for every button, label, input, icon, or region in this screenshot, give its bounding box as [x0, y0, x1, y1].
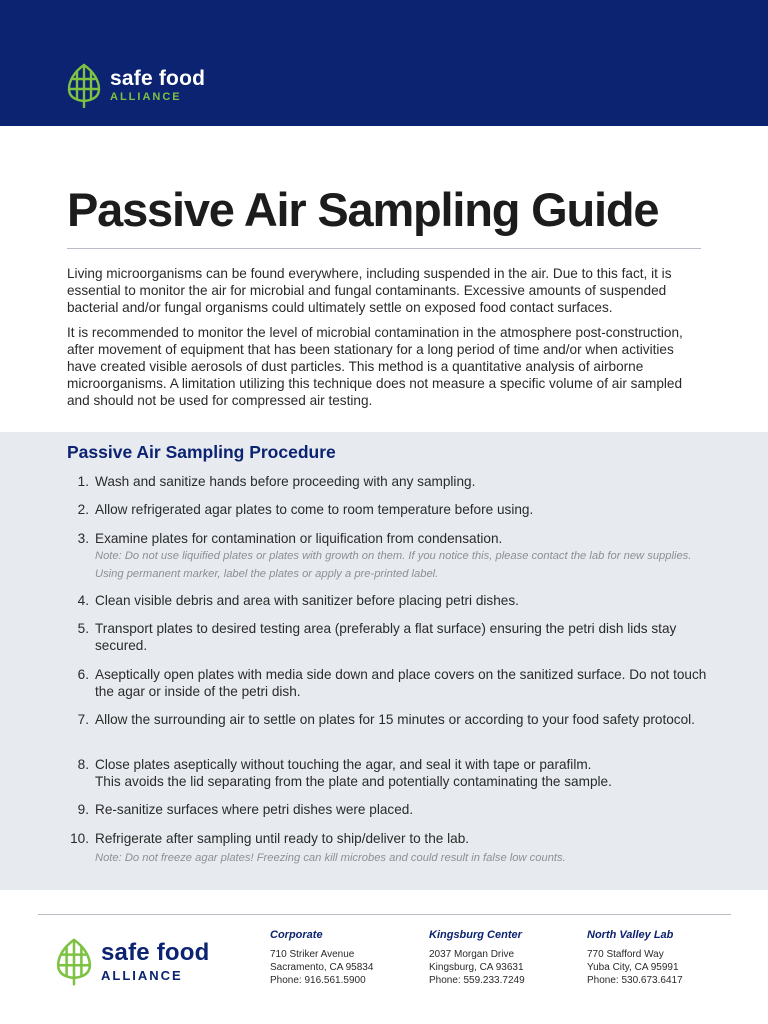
step-text: Clean visible debris and area with sanitizer before placing petri dishes. [95, 593, 519, 608]
step-number: 5. [77, 621, 89, 636]
office-city: Yuba City, CA 95991 [587, 962, 679, 973]
office-city: Sacramento, CA 95834 [270, 962, 374, 973]
step-text: Refrigerate after sampling until ready to ship/deliver to the lab. [95, 831, 470, 846]
office-phone: Phone: 916.561.5900 [270, 975, 366, 986]
procedure-title: Passive Air Sampling Procedure [67, 442, 336, 462]
step-note: Note: Do not freeze agar plates! Freezing can kill microbes and could result in false low counts. [95, 852, 566, 864]
office-street: 710 Striker Avenue [270, 949, 355, 960]
office-phone: Phone: 530.673.6417 [587, 975, 683, 986]
procedure-step [67, 711, 707, 728]
brand-sub: ALLIANCE [101, 967, 183, 983]
leaf-grid-logo-icon [55, 936, 93, 986]
step-number: 10. [70, 831, 89, 846]
step-number: 6. [77, 667, 89, 682]
header-banner [0, 0, 768, 126]
office-north-valley [587, 929, 683, 987]
intro-paragraph: Living microorganisms can be found everywhere, including suspended in the air. Due to this fact, it is essential to monitor the air for microbial and fungal contaminants. Excessive amounts of suspended bacterial and/or fungal organisms could ultimately settle on exposed food contact surfaces. [67, 266, 672, 315]
office-corporate [270, 929, 373, 987]
brand-logo [66, 62, 205, 108]
brand-name: safe food [110, 66, 206, 90]
office-name: North Valley Lab [587, 929, 674, 941]
brand-sub: ALLIANCE [110, 90, 182, 103]
step-text: Close plates aseptically without touching the agar, and seal it with tape or parafilm. [95, 757, 592, 772]
step-text: Transport plates to desired testing area (preferably a flat surface) ensuring the petri dish lids stay secured. [95, 621, 677, 653]
step-number: 1. [77, 474, 89, 489]
procedure-step [67, 666, 707, 700]
procedure-step [67, 756, 707, 790]
step-number: 4. [77, 593, 89, 608]
step-text: Wash and sanitize hands before proceeding with any sampling. [95, 474, 476, 489]
procedure-step [67, 592, 707, 609]
step-number: 7. [77, 712, 89, 727]
page-title: Passive Air Sampling Guide [67, 183, 659, 236]
brand-name: safe food [101, 938, 210, 966]
procedure-step [67, 801, 707, 818]
leaf-grid-logo-icon [66, 62, 102, 108]
step-text: Aseptically open plates with media side down and place covers on the sanitized surface. Do not touch the agar or inside of the petri dish. [95, 667, 707, 699]
step-number: 8. [77, 757, 89, 772]
step-text: Allow refrigerated agar plates to come to room temperature before using. [95, 502, 534, 517]
office-street: 770 Stafford Way [587, 949, 664, 960]
procedure-step [67, 830, 707, 867]
office-street: 2037 Morgan Drive [429, 949, 515, 960]
procedure-step [67, 473, 707, 490]
step-text: Examine plates for contamination or liquification from condensation. [95, 531, 503, 546]
office-city: Kingsburg, CA 93631 [429, 962, 524, 973]
step-number: 2. [77, 502, 89, 517]
intro-paragraph: It is recommended to monitor the level of microbial contamination in the atmosphere post-construction, after movement of equipment that has been stationary for a long period of time and/or when activities have created visible aerosols of dust particles. This method is a quantitative analysis of airborne microorganisms. A limitation utilizing this technique does not measure a specific volume of air sampled and should not be used for compressed air testing. [67, 325, 683, 408]
footer-brand-logo [55, 936, 209, 986]
step-number: 3. [77, 531, 89, 546]
office-name: Kingsburg Center [429, 929, 522, 941]
step-note: Note: Do not use liquified plates or plates with growth on them. If you notice this, please contact the lab for new supplies. Using permanent marker, label the plates or apply a pre-printed label. [95, 550, 692, 580]
procedure-step [67, 501, 707, 518]
office-phone: Phone: 559.233.7249 [429, 975, 525, 986]
title-divider [67, 248, 701, 249]
procedure-step [67, 530, 707, 583]
footer-divider [38, 914, 731, 915]
intro-section [67, 266, 707, 409]
step-text-continued: This avoids the lid separating from the plate and potentially contaminating the sample. [95, 774, 612, 789]
office-name: Corporate [270, 929, 323, 941]
step-text: Re-sanitize surfaces where petri dishes were placed. [95, 802, 414, 817]
procedure-step [67, 620, 707, 654]
office-kingsburg [429, 929, 525, 987]
step-text: Allow the surrounding air to settle on plates for 15 minutes or according to your food safety protocol. [95, 712, 695, 727]
step-number: 9. [77, 802, 89, 817]
